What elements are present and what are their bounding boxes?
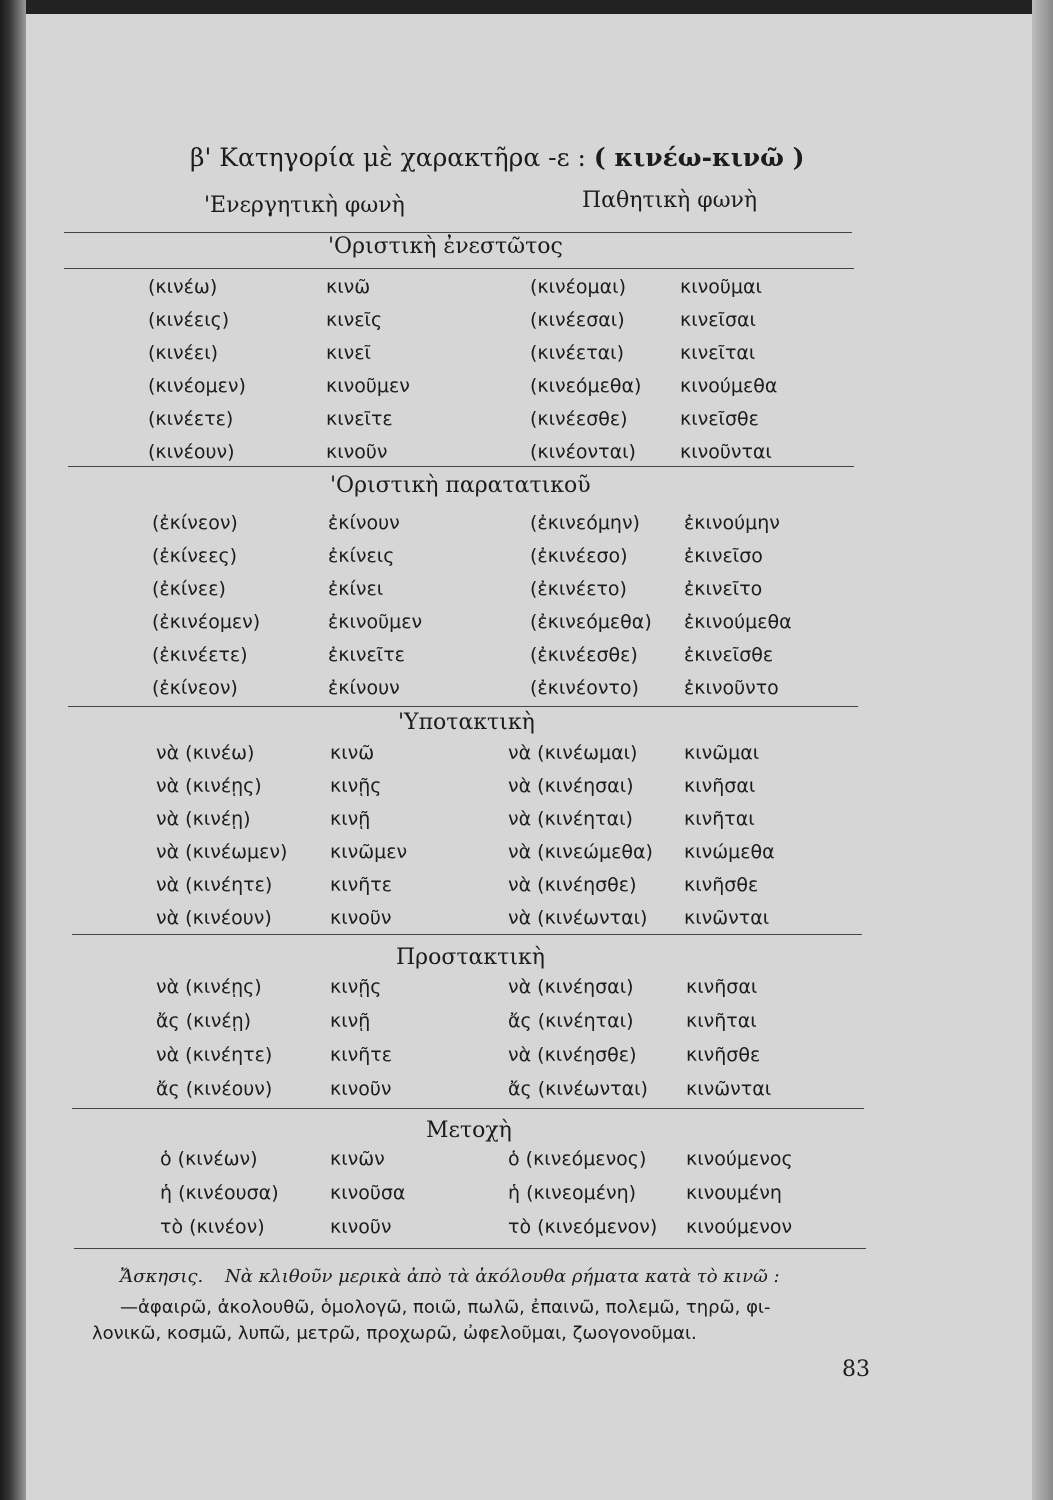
- page-number: 83: [842, 1357, 870, 1382]
- conjugation-cell: ἐκινεῖτο: [684, 578, 763, 600]
- conjugation-cell: τὸ (κινεόμενον): [508, 1216, 658, 1238]
- conjugation-cell: κινῆσθε: [686, 1044, 761, 1066]
- conjugation-cell: κινεῖσαι: [680, 309, 756, 331]
- conjugation-cell: κινῇς: [330, 775, 382, 797]
- conjugation-cell: (ἐκινεόμην): [530, 512, 640, 534]
- conjugation-cell: κινῇ: [330, 1010, 371, 1032]
- conjugation-cell: ἐκινούμεθα: [684, 611, 792, 633]
- conjugation-cell: (ἐκινέομεν): [152, 611, 261, 633]
- exercise-heading: [120, 1266, 780, 1287]
- conjugation-cell: (κινέω): [148, 276, 218, 298]
- page-title: [190, 143, 804, 172]
- conjugation-cell: (ἐκινέεσθε): [530, 644, 638, 666]
- conjugation-cell: κινοῦμεν: [326, 375, 410, 397]
- passive-voice-heading: Παθητικὴ φωνὴ: [582, 188, 758, 213]
- scan-right-edge: [1032, 0, 1053, 1500]
- conjugation-cell: κινοῦσα: [330, 1182, 406, 1204]
- conjugation-cell: τὸ (κινέον): [160, 1216, 265, 1238]
- conjugation-cell: ἡ (κινεομένη): [508, 1182, 637, 1204]
- section-participle-heading: Μετοχὴ: [426, 1118, 512, 1143]
- conjugation-cell: νὰ (κινέωμεν): [156, 841, 288, 863]
- conjugation-cell: (ἐκινεόμεθα): [530, 611, 652, 633]
- conjugation-cell: ἐκίνεις: [328, 545, 395, 567]
- divider: [68, 706, 858, 707]
- conjugation-cell: νὰ (κινέησαι): [508, 775, 634, 797]
- conjugation-cell: νὰ (κινέῃς): [156, 976, 262, 998]
- conjugation-cell: νὰ (κινεώμεθα): [508, 841, 653, 863]
- conjugation-cell: (κινέομεν): [148, 375, 246, 397]
- conjugation-cell: κινῆτε: [330, 874, 392, 896]
- scan-top-edge: [0, 0, 1053, 14]
- conjugation-cell: ἄς (κινέουν): [156, 1078, 273, 1100]
- divider: [72, 1108, 864, 1109]
- conjugation-cell: ἐκινοῦντο: [684, 677, 779, 699]
- title-verb: ( κινέω-κινῶ ): [593, 143, 805, 172]
- conjugation-cell: κινῶ: [326, 276, 371, 298]
- conjugation-cell: κινῶνται: [686, 1078, 772, 1100]
- conjugation-cell: κινῶνται: [684, 907, 770, 929]
- conjugation-cell: κινεῖσθε: [680, 408, 759, 430]
- conjugation-cell: ἐκινεῖσο: [684, 545, 763, 567]
- section-present-heading: 'Οριστικὴ ἐνεστῶτος: [328, 234, 563, 259]
- conjugation-cell: ἄς (κινέωνται): [508, 1078, 648, 1100]
- conjugation-cell: (κινέει): [148, 342, 219, 364]
- conjugation-cell: κινῆσαι: [686, 976, 758, 998]
- divider: [74, 1248, 866, 1249]
- conjugation-cell: κινοῦμαι: [680, 276, 762, 298]
- conjugation-cell: (κινέουν): [148, 441, 235, 463]
- conjugation-cell: κινῆται: [684, 808, 755, 830]
- divider: [72, 934, 862, 935]
- conjugation-cell: νὰ (κινέῃ): [156, 808, 251, 830]
- conjugation-cell: (ἐκινέοντο): [530, 677, 639, 699]
- conjugation-cell: νὰ (κινέω): [156, 742, 255, 764]
- conjugation-cell: κινούμενον: [686, 1216, 793, 1238]
- conjugation-cell: (ἐκινέετο): [530, 578, 627, 600]
- conjugation-cell: κινῶν: [330, 1148, 385, 1170]
- exercise-label: Ἄσκησις.: [120, 1266, 204, 1287]
- conjugation-cell: (κινέομαι): [530, 276, 627, 298]
- conjugation-cell: κινοῦν: [330, 1078, 392, 1100]
- conjugation-cell: ἐκινούμην: [684, 512, 780, 534]
- conjugation-cell: κινῶμαι: [684, 742, 760, 764]
- exercise-line-1: —ἀφαιρῶ, ἀκολουθῶ, ὁμολογῶ, ποιῶ, πωλῶ, ἐπαινῶ, πολεμῶ, τηρῶ, φι-: [120, 1297, 771, 1318]
- conjugation-cell: (ἐκινέεσο): [530, 545, 628, 567]
- section-imperfect-heading: 'Οριστικὴ παρατατικοῦ: [330, 473, 591, 498]
- conjugation-cell: κινεῖτε: [326, 408, 393, 430]
- conjugation-cell: (κινέεις): [148, 309, 230, 331]
- exercise-instruction: Νὰ κλιθοῦν μερικὰ ἀπὸ τὰ ἀκόλουθα ρήματα κατὰ τὸ κινῶ :: [224, 1266, 780, 1287]
- conjugation-cell: (ἐκίνεες): [152, 545, 238, 567]
- conjugation-cell: ἐκινεῖτε: [328, 644, 405, 666]
- conjugation-cell: νὰ (κινέωνται): [508, 907, 648, 929]
- conjugation-cell: νὰ (κινέησθε): [508, 874, 637, 896]
- conjugation-cell: ὁ (κινεόμενος): [508, 1148, 647, 1170]
- conjugation-cell: (ἐκίνεε): [152, 578, 226, 600]
- active-voice-heading: 'Ενεργητικὴ φωνὴ: [204, 193, 405, 218]
- conjugation-cell: κινῆται: [686, 1010, 757, 1032]
- conjugation-cell: ἐκινοῦμεν: [328, 611, 423, 633]
- conjugation-cell: κινεῖται: [680, 342, 756, 364]
- divider: [64, 232, 852, 233]
- conjugation-cell: κινῆτε: [330, 1044, 392, 1066]
- conjugation-cell: ὁ (κινέων): [160, 1148, 258, 1170]
- conjugation-cell: νὰ (κινέησθε): [508, 1044, 637, 1066]
- conjugation-cell: (κινεόμεθα): [530, 375, 642, 397]
- conjugation-cell: ἐκίνει: [328, 578, 384, 600]
- conjugation-cell: (κινέεσθε): [530, 408, 628, 430]
- conjugation-cell: (κινέεται): [530, 342, 624, 364]
- conjugation-cell: ἐκίνουν: [328, 512, 400, 534]
- conjugation-cell: νὰ (κινέητε): [156, 874, 273, 896]
- conjugation-cell: (ἐκίνεον): [152, 512, 238, 534]
- conjugation-cell: (κινέονται): [530, 441, 636, 463]
- conjugation-cell: κινούμεθα: [680, 375, 778, 397]
- divider: [68, 466, 854, 467]
- conjugation-cell: κινῶ: [330, 742, 375, 764]
- conjugation-cell: (ἐκινέετε): [152, 644, 248, 666]
- conjugation-cell: κινῇ: [330, 808, 371, 830]
- conjugation-cell: κινοῦν: [330, 1216, 392, 1238]
- conjugation-cell: νὰ (κινέουν): [156, 907, 272, 929]
- conjugation-cell: ἄς (κινέηται): [508, 1010, 634, 1032]
- conjugation-cell: ἄς (κινέῃ): [156, 1010, 252, 1032]
- conjugation-cell: κινοῦνται: [680, 441, 772, 463]
- conjugation-cell: κινεῖς: [326, 309, 383, 331]
- conjugation-cell: κινῆσθε: [684, 874, 759, 896]
- conjugation-cell: κινῶμεν: [330, 841, 408, 863]
- conjugation-cell: κινουμένη: [686, 1182, 782, 1204]
- conjugation-cell: ἐκινεῖσθε: [684, 644, 774, 666]
- section-subjunctive-heading: 'Υποτακτικὴ: [398, 710, 535, 735]
- conjugation-cell: νὰ (κινέησαι): [508, 976, 634, 998]
- conjugation-cell: ἐκίνουν: [328, 677, 400, 699]
- conjugation-cell: κινεῖ: [326, 342, 371, 364]
- conjugation-cell: κινῇς: [330, 976, 382, 998]
- conjugation-cell: νὰ (κινέωμαι): [508, 742, 638, 764]
- conjugation-cell: ἡ (κινέουσα): [160, 1182, 279, 1204]
- conjugation-cell: κινῆσαι: [684, 775, 756, 797]
- conjugation-cell: κινούμενος: [686, 1148, 793, 1170]
- conjugation-cell: νὰ (κινέῃς): [156, 775, 262, 797]
- conjugation-cell: κινώμεθα: [684, 841, 775, 863]
- conjugation-cell: κινοῦν: [330, 907, 392, 929]
- conjugation-cell: κινοῦν: [326, 441, 388, 463]
- conjugation-cell: νὰ (κινέητε): [156, 1044, 273, 1066]
- book-gutter: [0, 0, 26, 1500]
- conjugation-cell: (κινέετε): [148, 408, 234, 430]
- conjugation-cell: νὰ (κινέηται): [508, 808, 633, 830]
- conjugation-cell: (κινέεσαι): [530, 309, 625, 331]
- title-prefix: β' Κατηγορία μὲ χαρακτῆρα -ε :: [190, 143, 586, 172]
- section-imperative-heading: Προστακτικὴ: [396, 945, 545, 970]
- divider: [64, 268, 854, 269]
- conjugation-cell: (ἐκίνεον): [152, 677, 238, 699]
- exercise-line-2: λονικῶ, κοσμῶ, λυπῶ, μετρῶ, προχωρῶ, ὠφελοῦμαι, ζωογονοῦμαι.: [92, 1323, 697, 1344]
